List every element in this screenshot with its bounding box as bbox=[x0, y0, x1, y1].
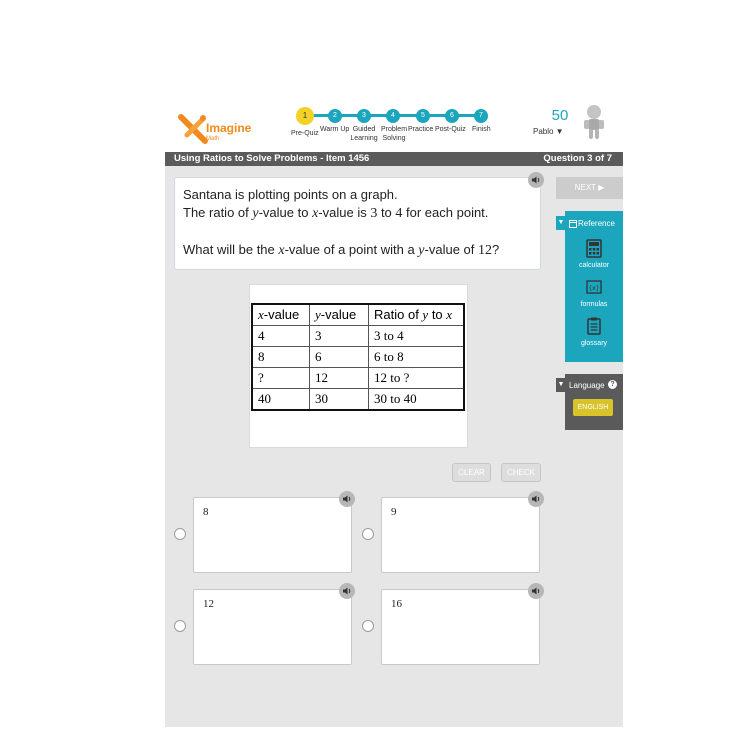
book-icon bbox=[569, 220, 577, 228]
table-cell: 12 bbox=[310, 368, 369, 389]
step-7-finish: 7 bbox=[474, 109, 488, 123]
table-row bbox=[252, 326, 464, 347]
question-box bbox=[174, 177, 541, 270]
ratio-table bbox=[251, 303, 465, 411]
table-cell: 3 bbox=[310, 326, 369, 347]
reference-toggle[interactable]: ▼ bbox=[556, 216, 566, 230]
answer-value: 16 bbox=[391, 598, 402, 610]
table-header-row bbox=[252, 304, 464, 326]
lesson-title: Using Ratios to Solve Problems - Item 1456 bbox=[174, 153, 370, 164]
table-row bbox=[252, 347, 464, 368]
answer-2-speaker-icon[interactable] bbox=[528, 491, 544, 507]
step-label: Warm Up bbox=[320, 126, 350, 133]
info-icon[interactable]: ? bbox=[608, 380, 617, 389]
language-title: Language bbox=[569, 381, 605, 390]
logo-text: Imagine bbox=[206, 121, 252, 135]
step-3-guided-learning: 3 bbox=[357, 109, 371, 123]
step-2-warm-up: 2 bbox=[328, 109, 342, 123]
clear-button[interactable]: CLEAR bbox=[452, 463, 491, 482]
user-menu[interactable]: Pablo ▼ bbox=[533, 127, 564, 136]
check-button[interactable]: CHECK bbox=[501, 463, 541, 482]
glossary-icon[interactable] bbox=[586, 317, 602, 335]
logo-subtext: Math bbox=[206, 136, 220, 142]
table-cell: 6 to 8 bbox=[369, 347, 465, 368]
answer-radio-4[interactable] bbox=[362, 620, 374, 632]
answer-choice-3[interactable] bbox=[193, 589, 352, 665]
step-label: Problem Solving bbox=[380, 126, 408, 142]
title-bar bbox=[165, 152, 623, 166]
header-ratio: Ratio of y to x bbox=[369, 304, 465, 326]
step-label: Pre-Quiz bbox=[291, 130, 319, 137]
avatar-icon[interactable] bbox=[580, 104, 606, 140]
table-row bbox=[252, 368, 464, 389]
glossary-label[interactable]: glossary bbox=[580, 340, 608, 347]
answer-choice-4[interactable] bbox=[381, 589, 540, 665]
formulas-label[interactable]: formulas bbox=[580, 301, 608, 308]
next-button[interactable]: NEXT ▶ bbox=[556, 177, 623, 199]
table-cell: 12 to ? bbox=[369, 368, 465, 389]
answer-1-speaker-icon[interactable] bbox=[339, 491, 355, 507]
answer-radio-3[interactable] bbox=[174, 620, 186, 632]
table-cell: 30 bbox=[310, 389, 369, 411]
table-cell: 6 bbox=[310, 347, 369, 368]
question-line-1: Santana is plotting points on a graph. bbox=[183, 187, 398, 202]
step-4-problem-solving: 4 bbox=[386, 109, 400, 123]
calculator-label[interactable]: calculator bbox=[579, 262, 609, 269]
step-1-pre-quiz: 1 bbox=[296, 107, 314, 125]
table-cell: 40 bbox=[252, 389, 310, 411]
step-label: Finish bbox=[472, 126, 491, 133]
question-counter: Question 3 of 7 bbox=[543, 153, 612, 164]
answer-value: 9 bbox=[391, 506, 397, 518]
table-cell: 4 bbox=[252, 326, 310, 347]
table-cell: 8 bbox=[252, 347, 310, 368]
table-row bbox=[252, 389, 464, 411]
step-label: Practice bbox=[408, 126, 434, 133]
formulas-icon[interactable] bbox=[586, 280, 602, 294]
answer-3-speaker-icon[interactable] bbox=[339, 583, 355, 599]
table-cell: 30 to 40 bbox=[369, 389, 465, 411]
answer-value: 12 bbox=[203, 598, 214, 610]
table-cell: 3 to 4 bbox=[369, 326, 465, 347]
question-line-3: What will be the x-value of a point with a y-value of 12? bbox=[183, 242, 500, 258]
step-5-practice: 5 bbox=[416, 109, 430, 123]
step-label: Guided Learning bbox=[350, 126, 378, 142]
answer-value: 8 bbox=[203, 506, 209, 518]
header-x-value: x-value bbox=[252, 304, 310, 326]
answer-radio-2[interactable] bbox=[362, 528, 374, 540]
language-toggle[interactable]: ▼ bbox=[556, 378, 566, 392]
step-6-post-quiz: 6 bbox=[445, 109, 459, 123]
calculator-icon[interactable] bbox=[586, 239, 602, 258]
score: 50 bbox=[551, 107, 569, 124]
question-audio-speaker-icon[interactable] bbox=[528, 172, 544, 188]
answer-radio-1[interactable] bbox=[174, 528, 186, 540]
svg-text:{x}: {x} bbox=[588, 285, 600, 292]
question-line-2: The ratio of y-value to x-value is 3 to 4 for each point. bbox=[183, 205, 489, 221]
step-label: Post-Quiz bbox=[435, 126, 466, 133]
header-y-value: y-value bbox=[310, 304, 369, 326]
table-cell: ? bbox=[252, 368, 310, 389]
answer-4-speaker-icon[interactable] bbox=[528, 583, 544, 599]
reference-title: Reference bbox=[578, 219, 615, 228]
language-english-button[interactable]: ENGLISH bbox=[573, 399, 613, 416]
imagine-math-logo-icon bbox=[178, 113, 208, 145]
answer-choice-2[interactable] bbox=[381, 497, 540, 573]
answer-choice-1[interactable] bbox=[193, 497, 352, 573]
